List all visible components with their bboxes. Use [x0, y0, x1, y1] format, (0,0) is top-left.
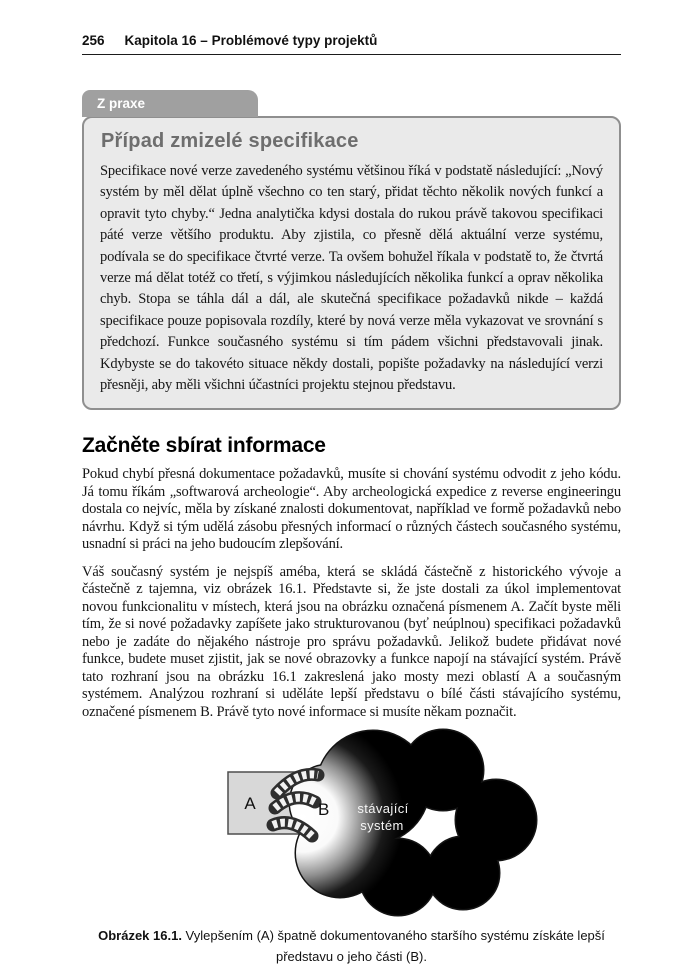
- paragraph-2: Váš současný systém je nejspíš améba, která se skládá částečně z historického vývoje a částečně z tajemna, viz obrázek 16.1. Představte si, že jste dostali za úkol implementovat novou funkcionalitu v místech, která jsou na obrázku označená písmenem A. Začít byste měli tím, že si nové požadavky zapíšete jako strukturovanou (byť neúplnou) specifikaci požadavků nebo je zadáte do nějakého nástroje pro správu požadavků. Jelikož budete přidávat nové funkce, budete muset zjistit, jak se nové obrazovky a funkce napojí na stávající systém. Právě tato rozhraní jsou na obrázku 16.1 zakreslená jako mosty mezi oblastí A a současným systémem. Analýzou rozhraní si uděláte lepší představu o bílé části stávajícího systému, označené písmenem B. Právě tyto nové informace si musíte někam poznačit.: [82, 563, 621, 720]
- chapter-title: Kapitola 16 – Problémové typy projektů: [124, 33, 378, 48]
- figure-caption-label: Obrázek 16.1.: [98, 928, 182, 944]
- section-heading: Začněte sbírat informace: [82, 434, 326, 458]
- practice-box: [82, 116, 621, 410]
- page-number: 256: [82, 33, 105, 48]
- practice-box-tab: [82, 90, 258, 117]
- page-header: [82, 33, 621, 55]
- practice-box-body: Specifikace nové verze zavedeného systému většinou říká v podstatě následující: „Nový systém by měl dělat úplně všechno co ten starý, přidat těchto několik nových funkcí a opravit tyto chyby.“ Jedna analytička kdysi dostala do rukou právě takovou specifikaci páté verze většího produktu. Aby zjistila, co přesně dělá aktuální verze systému, podívala se do specifikace čtvrté verze. Ta ovšem bohužel říkala v podstatě to, že čtvrtá verze má dělat totéž co třetí, s výjimkou následujících několika funkcí a oprav několika chyb. Stopa se táhla dál a dál, ale skutečná specifikace požadavků nikde – každá specifikace pouze popisovala rozdíly, které by nová verze měla vykazovat ve srovnání s předchozí. Funkce současného systému si tím pádem všichni představovali jinak. Kdybyste se do takovéto situace někdy dostali, popište požadavky na následující verzi přesněji, aby měli všichni účastníci projektu stejnou představu.: [100, 163, 603, 394]
- figure-caption: [82, 926, 621, 966]
- practice-box-tab-label: Z praxe: [97, 96, 146, 111]
- figure-16-1: [82, 725, 621, 966]
- label-b: B: [318, 800, 330, 820]
- practice-box-title: Případ zmizelé specifikace: [101, 130, 359, 152]
- figure-caption-line1: Vylepšením (A) špatně dokumentovaného staršího systému získáte lepší: [181, 928, 605, 944]
- blob-label-line1: stávající: [357, 801, 409, 817]
- practice-box-section: [82, 90, 621, 410]
- figure-caption-line2: představu o jeho části (B).: [275, 948, 428, 964]
- amoeba-blob: [290, 730, 536, 915]
- paragraph-1: Pokud chybí přesná dokumentace požadavků, musíte si chování systému odvodit z jeho kódu. Já tomu říkám „softwarová archeologie“. Aby archeologická expedice z reverse engineeringu dostala co nejvíc, měla by získané znalosti dokumentovat, například ve formě požadavků nebo návrhu. Když si tým udělá zásobu přesných informací o různých částech současného systému, usnadní si práci na jeho budoucím zlepšování.: [82, 466, 621, 553]
- amoeba-diagram: [178, 725, 550, 921]
- label-a: A: [244, 794, 256, 814]
- blob-label-line2: systém: [360, 818, 404, 834]
